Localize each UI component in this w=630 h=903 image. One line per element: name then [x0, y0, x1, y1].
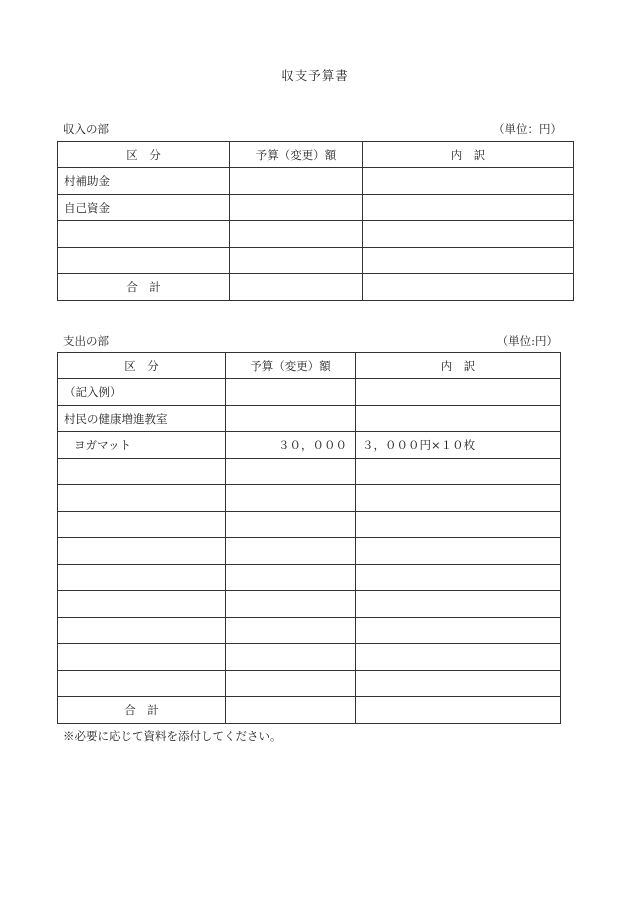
income-breakdown-cell[interactable] — [363, 248, 574, 274]
expense-breakdown-cell[interactable] — [356, 565, 561, 591]
expense-category-cell[interactable] — [58, 485, 226, 512]
expense-amount-cell[interactable] — [226, 485, 356, 512]
income-breakdown-cell[interactable] — [363, 221, 574, 248]
expense-amount-cell[interactable] — [226, 618, 356, 644]
expense-breakdown-cell[interactable] — [356, 671, 561, 697]
income-unit: （単位：円） — [493, 122, 562, 136]
expense-amount-cell[interactable] — [226, 565, 356, 591]
expense-amount-cell[interactable] — [226, 379, 356, 406]
expense-amount-cell[interactable] — [226, 644, 356, 671]
expense-category-cell[interactable] — [58, 565, 226, 591]
table-row — [58, 512, 561, 538]
expense-heading: 支出の部 — [63, 334, 109, 348]
expense-category-cell[interactable] — [58, 671, 226, 697]
expense-breakdown-cell[interactable] — [356, 591, 561, 618]
income-total-amount[interactable] — [230, 274, 363, 301]
expense-header-amount: 予算（変更）額 — [226, 353, 356, 379]
expense-category-cell[interactable] — [58, 618, 226, 644]
income-amount-cell[interactable] — [230, 221, 363, 248]
expense-category-cell[interactable] — [58, 644, 226, 671]
table-row — [58, 168, 574, 195]
table-row — [58, 195, 574, 221]
table-row — [58, 432, 561, 459]
table-row — [58, 591, 561, 618]
expense-category-cell[interactable] — [58, 512, 226, 538]
document-title: 収支予算書 — [281, 68, 349, 83]
expense-breakdown-cell[interactable]: ３，０００円×１０枚 — [356, 432, 561, 459]
income-header-row — [58, 142, 574, 168]
expense-amount-cell[interactable] — [226, 591, 356, 618]
expense-category-cell[interactable]: 村民の健康増進教室 — [58, 406, 226, 432]
expense-amount-cell[interactable] — [226, 459, 356, 485]
income-amount-cell[interactable] — [230, 168, 363, 195]
expense-category-cell[interactable]: ヨガマット — [58, 432, 226, 459]
table-row — [58, 248, 574, 274]
income-heading: 収入の部 — [63, 122, 109, 136]
expense-category-cell[interactable] — [58, 538, 226, 565]
expense-breakdown-cell[interactable] — [356, 644, 561, 671]
table-row — [58, 644, 561, 671]
income-total-label: 合 計 — [58, 274, 230, 301]
table-row — [58, 221, 574, 248]
expense-breakdown-cell[interactable] — [356, 618, 561, 644]
expense-total-label: 合 計 — [58, 697, 226, 724]
expense-unit: （単位:円） — [496, 334, 558, 348]
attachment-note: ※必要に応じて資料を添付してください。 — [63, 729, 282, 743]
expense-breakdown-cell[interactable] — [356, 459, 561, 485]
income-header-breakdown: 内 訳 — [363, 142, 574, 168]
expense-category-cell[interactable]: （記入例） — [58, 379, 226, 406]
table-row — [58, 671, 561, 697]
expense-amount-cell[interactable] — [226, 671, 356, 697]
table-row — [58, 379, 561, 406]
income-total-row — [58, 274, 574, 301]
table-row — [58, 406, 561, 432]
expense-breakdown-cell[interactable] — [356, 512, 561, 538]
expense-breakdown-cell[interactable] — [356, 406, 561, 432]
expense-header-row — [58, 353, 561, 379]
expense-total-amount[interactable] — [226, 697, 356, 724]
income-category-cell[interactable]: 村補助金 — [58, 168, 230, 195]
expense-amount-cell[interactable] — [226, 512, 356, 538]
expense-category-cell[interactable] — [58, 459, 226, 485]
income-amount-cell[interactable] — [230, 248, 363, 274]
income-breakdown-cell[interactable] — [363, 168, 574, 195]
income-category-cell[interactable] — [58, 248, 230, 274]
expense-breakdown-cell[interactable] — [356, 485, 561, 512]
income-category-cell[interactable] — [58, 221, 230, 248]
table-row — [58, 565, 561, 591]
income-category-cell[interactable]: 自己資金 — [58, 195, 230, 221]
expense-breakdown-cell[interactable] — [356, 538, 561, 565]
income-header-amount: 予算（変更）額 — [230, 142, 363, 168]
expense-header-breakdown: 内 訳 — [356, 353, 561, 379]
expense-total-row — [58, 697, 561, 724]
income-header-category: 区 分 — [58, 142, 230, 168]
expense-category-cell[interactable] — [58, 591, 226, 618]
expense-header-category: 区 分 — [58, 353, 226, 379]
income-total-breakdown[interactable] — [363, 274, 574, 301]
income-table — [57, 141, 574, 301]
table-row — [58, 618, 561, 644]
expense-breakdown-cell[interactable] — [356, 379, 561, 406]
expense-table — [57, 352, 561, 724]
expense-total-breakdown[interactable] — [356, 697, 561, 724]
income-amount-cell[interactable] — [230, 195, 363, 221]
table-row — [58, 485, 561, 512]
table-row — [58, 459, 561, 485]
expense-amount-cell[interactable]: ３０，０００ — [226, 432, 356, 459]
expense-amount-cell[interactable] — [226, 406, 356, 432]
table-row — [58, 538, 561, 565]
income-breakdown-cell[interactable] — [363, 195, 574, 221]
expense-amount-cell[interactable] — [226, 538, 356, 565]
